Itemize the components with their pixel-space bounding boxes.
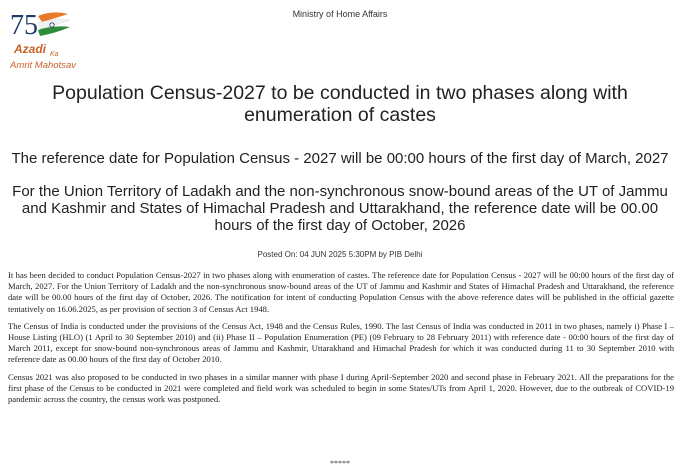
logo-ka: Ka <box>50 51 59 58</box>
release-subtitle-snowbound-areas: For the Union Territory of Ladakh and the non-synchronous snow-bound areas of the UT of Jammu and Kashmir and States of Himachal Pradesh and Uttarakhand, the reference date will be 00.00 hours of the first day of October, 2026 <box>12 183 668 234</box>
logo-number: 75 <box>10 10 38 41</box>
release-body <box>8 270 674 411</box>
body-paragraph-3: Census 2021 was also proposed to be conducted in two phases in a similar manner with phase I during April-September 2020 and second phase in February 2021. All the preparations for the first phase of the Census to be conducted in 2021 were completed and field work was scheduled to begin in some States/UTs from April 1, 2020. However, due to the outbreak of COVID-19 pandemic across the country, the census work was postponed. <box>8 371 674 405</box>
logo-azadi: Azadi <box>14 42 47 56</box>
ministry-name: Ministry of Home Affairs <box>292 9 388 19</box>
release-title: Population Census-2027 to be conducted in two phases along with enumeration of castes <box>52 82 628 126</box>
end-marker: ***** <box>330 459 350 468</box>
body-paragraph-2: The Census of India is conducted under the provisions of the Census Act, 1948 and the Census Rules, 1990. The last Census of India was conducted in 2011 in two phases, namely i) Phase I – House Listing (HLO) (1 April to 30 September 2010) and (ii) Phase II – Population Enumeration (PE) (09 February to 28 February 2011) with reference date - 00:00 hours of the first day of March 2011, except for snow-bound non-synchronous areas of Jammu and Kashmir, Uttarakhand and Himachal Pradesh for which it was conducted during 11 to 30 September 2010 with reference date as 00.00 hours of the first day of October 2010. <box>8 320 674 365</box>
body-paragraph-1: It has been decided to conduct Population Census-2027 in two phases along with enumeration of castes. The reference date for Population Census - 2027 will be 00:00 hours of the first day of March, 2027. For the Union Territory of Ladakh and the non-synchronous snow-bound areas of the UT of Jammu and Kashmir and States of Himachal Pradesh and Uttarakhand, the reference date will be 00.00 hours of the first day of October, 2026. The notification for intent of conducting Population Census with the above reference dates will be published in the official gazette tentatively on 16.06.2025, as per provision of section 3 of Census Act 1948. <box>8 270 674 314</box>
release-subtitle-reference-date: The reference date for Population Census - 2027 will be 00:00 hours of the first day of March, 2027 <box>11 150 669 167</box>
posted-on-line: Posted On: 04 JUN 2025 5:30PM by PIB Delhi <box>257 250 423 259</box>
logo-amrit-mahotsav: Amrit Mahotsav <box>10 60 76 71</box>
